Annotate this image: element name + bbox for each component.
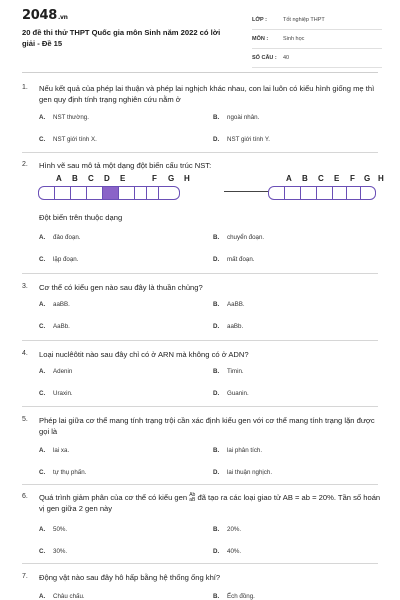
genotype-fraction (189, 493, 195, 503)
logo-sub: .vn (57, 14, 68, 21)
fraction-top: Ab (189, 492, 196, 498)
gene-letter: A (56, 174, 62, 183)
option-label: B. (213, 593, 220, 600)
option-label: D. (213, 323, 220, 330)
chromosome-segment (119, 187, 135, 199)
option-label: C. (39, 136, 46, 143)
gene-letter: F (152, 174, 157, 183)
option-d[interactable] (213, 323, 243, 330)
option-c[interactable] (39, 390, 73, 397)
meta-key: LỚP : (252, 17, 267, 23)
option-text: 30%. (53, 548, 68, 555)
option-text: lai thuận nghịch. (227, 469, 273, 476)
option-text: lai phân tích. (227, 447, 263, 454)
question-divider (22, 563, 378, 564)
option-label: B. (213, 447, 220, 454)
question-divider (22, 273, 378, 274)
option-b[interactable] (213, 114, 259, 121)
gene-letter: G (364, 174, 371, 183)
option-text: Uraxin. (53, 390, 73, 397)
option-label: B. (213, 368, 220, 375)
option-label: B. (213, 526, 220, 533)
logo-main: 2048 (22, 8, 57, 23)
question-text: Cơ thể có kiểu gen nào sau đây là thuần chủng? (39, 283, 203, 292)
gene-letter: H (378, 174, 384, 183)
chromosome-segment (285, 187, 301, 199)
option-b[interactable] (213, 301, 245, 308)
chromosome-segment (135, 187, 147, 199)
option-d[interactable] (213, 548, 241, 555)
question-divider (22, 484, 378, 485)
option-a[interactable] (39, 368, 72, 375)
gene-letter: F (350, 174, 355, 183)
option-text: lặp đoạn. (53, 256, 79, 263)
question-divider (22, 152, 378, 153)
option-d[interactable] (213, 136, 270, 143)
meta-key: MÔN : (252, 36, 269, 42)
option-a[interactable] (39, 526, 67, 533)
option-label: D. (213, 390, 220, 397)
question-number: 2. (22, 161, 28, 168)
option-text: AaBb. (53, 323, 70, 330)
option-label: A. (39, 593, 46, 600)
meta-subject-row (252, 33, 382, 49)
question-divider (22, 340, 378, 341)
option-label: A. (39, 234, 46, 241)
option-b[interactable] (213, 526, 241, 533)
option-label: A. (39, 301, 46, 308)
chromosome-segment (147, 187, 159, 199)
option-d[interactable] (213, 256, 255, 263)
exam-meta (252, 14, 382, 71)
question-text: Hình vẽ sau mô tả một dạng đột biến cấu trúc NST: (39, 161, 212, 170)
meta-value: Tốt nghiệp THPT (283, 17, 325, 23)
question-number: 5. (22, 416, 28, 423)
gene-letter: C (88, 174, 94, 183)
gene-letter: E (120, 174, 126, 183)
option-text: Adenin (53, 368, 73, 375)
option-label: B. (213, 114, 220, 121)
question-subtext: Đột biến trên thuộc dạng (39, 213, 123, 222)
question-text: Phép lai giữa cơ thể mang tính trạng trội cần xác định kiểu gen với cơ thể mang tính trạng lặn được gọi là (39, 416, 375, 436)
gene-letter: C (318, 174, 324, 183)
option-label: A. (39, 526, 46, 533)
question-text-before: Quá trình giảm phân của cơ thể có kiểu gen (39, 493, 188, 502)
option-text: NST giới tính X. (53, 136, 97, 143)
option-a[interactable] (39, 234, 81, 241)
option-label: C. (39, 548, 46, 555)
gene-letter: B (302, 174, 308, 183)
question-number: 3. (22, 283, 28, 290)
option-text: ngoài nhân. (227, 114, 260, 121)
option-text: NST thường. (53, 114, 89, 121)
site-logo[interactable] (22, 8, 68, 23)
chromosome-before (38, 186, 180, 200)
option-label: C. (39, 390, 46, 397)
option-b[interactable] (213, 447, 262, 454)
option-c[interactable] (39, 136, 97, 143)
option-d[interactable] (213, 469, 272, 476)
option-text: aaBB. (53, 301, 70, 308)
exam-title: 20 đề thi thử THPT Quốc gia môn Sinh năm 2022 có lời giải - Đề 15 (22, 28, 221, 48)
chromosome-segment (317, 187, 333, 199)
header-divider (22, 72, 378, 73)
gene-letter: G (168, 174, 175, 183)
option-text: 40%. (227, 548, 242, 555)
option-label: D. (213, 469, 220, 476)
option-a[interactable] (39, 447, 69, 454)
option-text: Timin. (227, 368, 244, 375)
meta-count-row (252, 52, 382, 68)
chromosome-segment (39, 187, 55, 199)
chromosome-segment (159, 187, 179, 199)
chromosome-segment (269, 187, 285, 199)
option-text: đảo đoạn. (53, 234, 81, 241)
gene-letter: A (286, 174, 292, 183)
option-d[interactable] (213, 390, 249, 397)
option-text: lai xa. (53, 447, 70, 454)
option-a[interactable] (39, 301, 70, 308)
gene-letter: B (72, 174, 78, 183)
meta-key: SỐ CÂU : (252, 55, 277, 61)
option-label: A. (39, 368, 46, 375)
option-text: chuyển đoạn. (227, 234, 265, 241)
option-b[interactable] (213, 593, 255, 600)
question-number: 7. (22, 573, 28, 580)
option-a[interactable] (39, 114, 89, 121)
option-text: Ếch đồng. (227, 593, 255, 600)
meta-class-row (252, 14, 382, 30)
option-text: AaBB. (227, 301, 245, 308)
option-b[interactable] (213, 234, 264, 241)
chromosome-segment-highlighted (103, 187, 119, 199)
question-text (39, 493, 384, 514)
question-text: Loại nuclêôtit nào sau đây chỉ có ở ARN mà không có ở ADN? (39, 350, 249, 359)
chromosome-segment (347, 187, 361, 199)
question-divider (22, 406, 378, 407)
option-c[interactable] (39, 469, 86, 476)
meta-value: 40 (283, 55, 290, 61)
chromosome-segment (71, 187, 87, 199)
fraction-bottom: aB (189, 497, 196, 503)
option-c[interactable] (39, 256, 78, 263)
option-text: NST giới tính Y. (227, 136, 270, 143)
option-label: D. (213, 256, 220, 263)
option-text: aaBb. (227, 323, 244, 330)
option-label: C. (39, 469, 46, 476)
option-a[interactable] (39, 593, 85, 600)
question-number: 1. (22, 84, 28, 91)
option-text: Guanin. (227, 390, 249, 397)
question-number: 4. (22, 350, 28, 357)
chromosome-after (268, 186, 376, 200)
page-header (0, 0, 400, 70)
option-text: 20%. (227, 526, 242, 533)
option-text: tự thụ phấn. (53, 469, 87, 476)
option-text: mất đoạn. (227, 256, 255, 263)
chromosome-segment (87, 187, 103, 199)
option-label: A. (39, 447, 46, 454)
question-text: Nếu kết quả của phép lai thuận và phép lai nghịch khác nhau, con lai luôn có kiểu hình giống mẹ thì gen quy định tính trạng nghiên cứu nằm ở (39, 84, 375, 104)
chromosome-segment (301, 187, 317, 199)
question-text: Động vật nào sau đây hô hấp bằng hệ thống ống khí? (39, 573, 221, 582)
option-text: 50%. (53, 526, 68, 533)
option-text: Châu chấu. (53, 593, 85, 600)
question-number: 6. (22, 493, 28, 500)
chromosome-diagram (38, 174, 384, 204)
chromosome-segment (361, 187, 375, 199)
gene-letter: H (184, 174, 190, 183)
question-text-after: đã tạo ra các loại giao tử AB = ab = 20%. Tần số hoán vị gen giữa 2 gen này (39, 493, 381, 513)
option-c[interactable] (39, 548, 67, 555)
chromosome-segment (55, 187, 71, 199)
option-label: B. (213, 234, 220, 241)
option-c[interactable] (39, 323, 70, 330)
chromosome-segment (333, 187, 347, 199)
option-label: A. (39, 114, 46, 121)
meta-value: Sinh học (283, 36, 305, 42)
option-label: B. (213, 301, 220, 308)
option-label: D. (213, 136, 220, 143)
option-label: C. (39, 323, 46, 330)
option-label: C. (39, 256, 46, 263)
gene-letter: E (334, 174, 340, 183)
option-label: D. (213, 548, 220, 555)
option-b[interactable] (213, 368, 244, 375)
gene-letter: D (104, 174, 110, 183)
